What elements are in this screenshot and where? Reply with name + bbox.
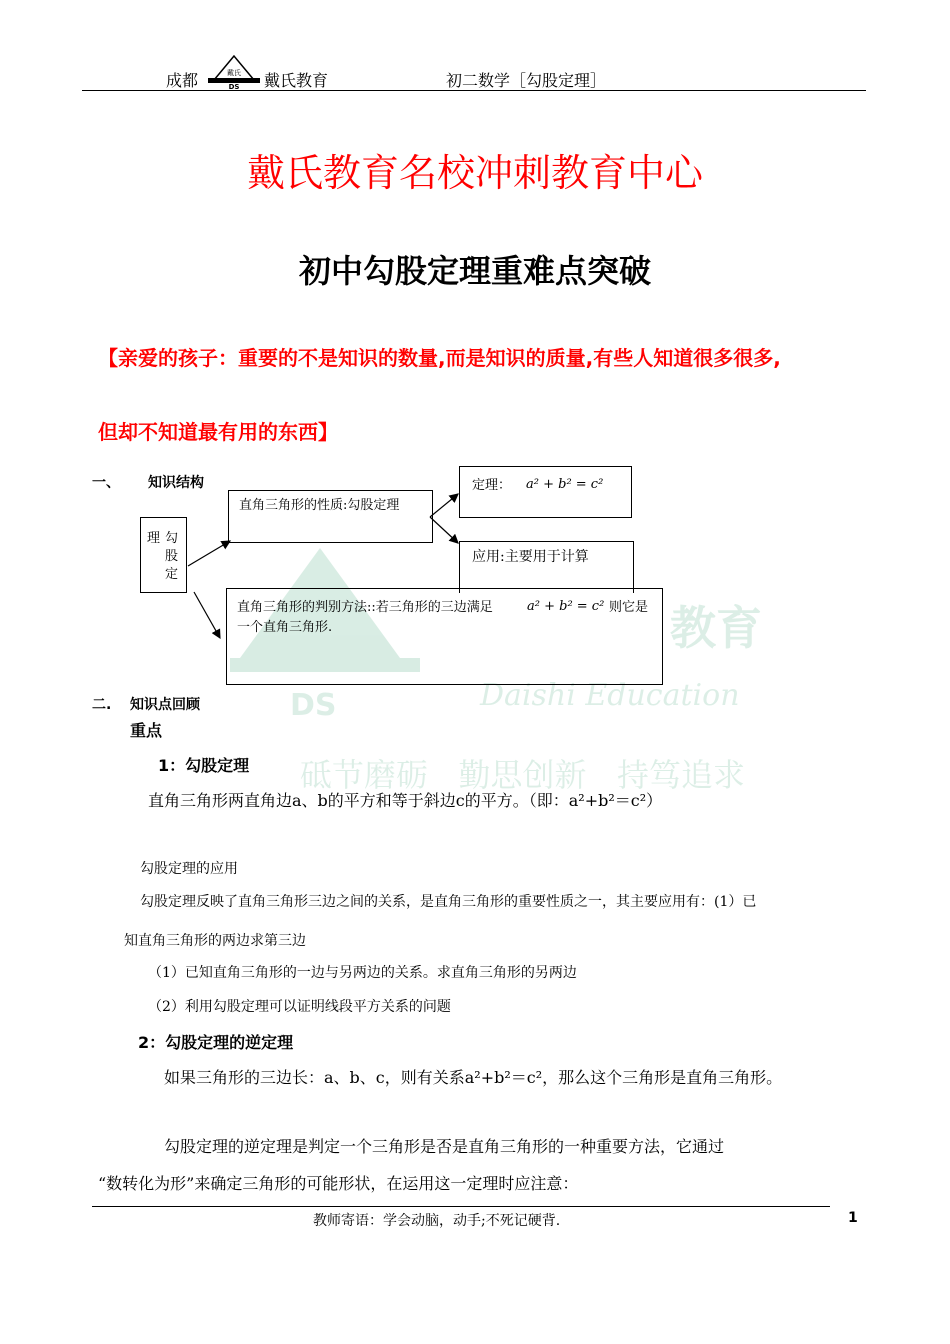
theorem-label: 定理： [472,478,512,493]
application-para-2: 知直角三角形的两边求第三边 [124,933,306,949]
title-red: 戴氏教育名校冲刺教育中心 [246,151,703,195]
root-box-col1: 理 [147,531,161,546]
point2-text: 如果三角形的三边长：a、b、c，则有关系a²+b²＝c²，那么这个三角形是直角三角形。 [164,1068,783,1087]
header-city: 成都 [166,71,199,90]
logo-text: 戴氏 [227,69,241,77]
root-box-char-3: 定 [165,567,179,582]
criterion-text-2: 则它是 [609,600,649,615]
application-heading: 勾股定理的应用 [140,861,238,877]
footer-motto: 教师寄语：学会动脑，动手;不死记硬背. [313,1213,561,1229]
arrow-root-to-property [188,541,230,566]
watermark-english: Daishi Education [480,678,740,713]
root-box-char-1: 勾 [165,531,179,546]
application-item-1: （1）已知直角三角形的一边与另两边的关系。求直角三角形的另两边 [148,965,577,981]
quote-line-1: 【亲爱的孩子：重要的不是知识的数量,而是知识的质量,有些人知道很多很多, [98,346,781,370]
application-item-2: （2）利用勾股定理可以证明线段平方关系的问题 [148,999,451,1015]
application-para-1: 勾股定理反映了直角三角形三边之间的关系，是直角三角形的重要性质之一，其主要应用有：(1）已 [140,894,757,910]
arrow-property-to-application [430,517,458,543]
watermark-ds: DS [290,688,337,723]
section1-title: 知识结构 [148,475,204,491]
quote-line-2: 但却不知道最有用的东西】 [98,420,338,444]
criterion-formula: a² + b² = c² [527,599,605,614]
arrow-property-to-theorem [430,494,458,517]
criterion-text-1: 直角三角形的判别方法::若三角形的三边满足 [237,600,493,615]
watermark-brand: 教育 [670,601,762,655]
criterion-text-3: 一个直角三角形. [237,620,333,635]
page-title: 初中勾股定理重难点突破 [298,252,651,290]
point1-text: 直角三角形两直角边a、b的平方和等于斜边c的平方。（即：a²+b²＝c²） [148,791,663,810]
application-text: 应用:主要用于计算 [472,549,589,565]
property-text: 直角三角形的性质:勾股定理 [239,498,400,513]
section2-title: 知识点回顾 [130,697,200,713]
header-subject: 初二数学［勾股定理］ [446,71,607,90]
point2-para-1: 勾股定理的逆定理是判定一个三角形是否是直角三角形的一种重要方法，它通过 [164,1137,725,1156]
page-number: 1 [848,1210,858,1226]
arrow-root-to-criterion [194,592,220,638]
point2-para-2: “数转化为形”来确定三角形的可能形状，在运用这一定理时应注意： [98,1174,579,1193]
header-org: 戴氏教育 [264,71,329,90]
focus-label: 重点 [130,721,163,740]
section1-number: 一、 [92,475,120,491]
theorem-formula: a² + b² = c² [526,477,604,492]
root-box-char-2: 股 [165,549,179,564]
point2-heading: 2：勾股定理的逆定理 [138,1033,294,1052]
watermark-slogan: 砥节磨砺 勤思创新 持笃追求 [300,756,746,794]
logo-sub: DS [228,83,240,90]
section2-number: 二. [92,697,112,713]
point1-heading: 1：勾股定理 [158,756,250,775]
footer-rule [92,1206,830,1207]
